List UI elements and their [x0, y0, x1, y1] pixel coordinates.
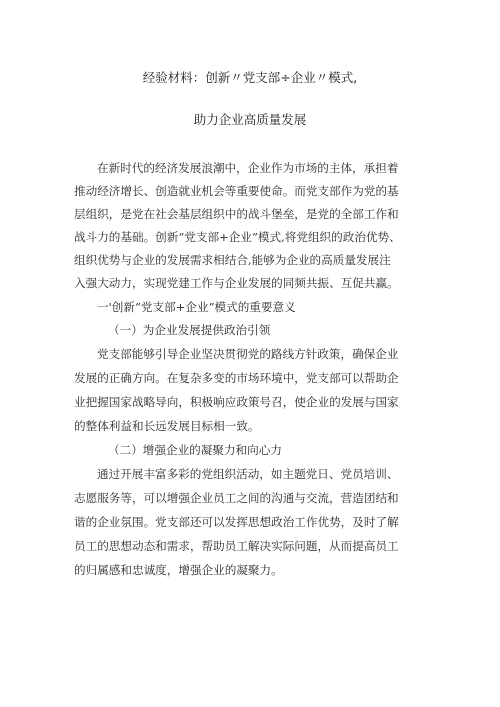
subsection-heading: （二）增强企业的凝聚力和向心力	[108, 443, 282, 457]
body-line: 的整体利益和长远发展目标相一致。	[74, 419, 260, 433]
body-line: 员工的思想动态和需求，帮助员工解决实际问题，从而提高员工	[74, 539, 399, 553]
subsection-heading: （一）为企业发展提供政治引领	[108, 323, 271, 337]
section-heading: 一'创新“党支部+企业”模式的重要意义	[97, 300, 296, 314]
document-title-line-1: 经验材料：创新〃党支部÷企业〃模式,	[142, 70, 358, 85]
body-line: 层组织，是党在社会基层组织中的战斗堡垒，是党的全部工作和	[74, 207, 399, 221]
body-line: 入强大动力，实现党建工作与企业发展的同频共振、互促共赢。	[74, 276, 399, 290]
body-line: 业把握国家战略导向，积极响应政策号召，使企业的发展与国家	[74, 395, 399, 409]
body-line: 志愿服务等，可以增强企业员工之间的沟通与交流，营造团结和	[74, 491, 399, 505]
body-line: 发展的正确方向。在复杂多变的市场环境中，党支部可以帮助企	[74, 371, 399, 385]
body-line: 战斗力的基础。创新“党支部+企业”模式,将党组织的政治优势、	[74, 230, 401, 244]
body-line: 谐的企业氛围。党支部还可以发挥思想政治工作优势，及时了解	[74, 515, 399, 529]
body-line: 组织优势与企业的发展需求相结合,能够为企业的高质量发展注	[74, 253, 391, 267]
document-title-line-2: 助力企业高质量发展	[193, 112, 307, 127]
body-line: 在新时代的经济发展浪潮中，企业作为市场的主体，承担着	[97, 161, 399, 175]
body-line: 推动经济增长、创造就业机会等重要使命。而党支部作为党的基	[74, 184, 399, 198]
body-line: 通过开展丰富多彩的党组织活动，如主题党日、党员培训、	[97, 467, 399, 481]
body-line: 的归属感和忠诚度，增强企业的凝聚力。	[74, 563, 283, 577]
body-line: 党支部能够引导企业坚决贯彻党的路线方针政策，确保企业	[97, 347, 399, 361]
